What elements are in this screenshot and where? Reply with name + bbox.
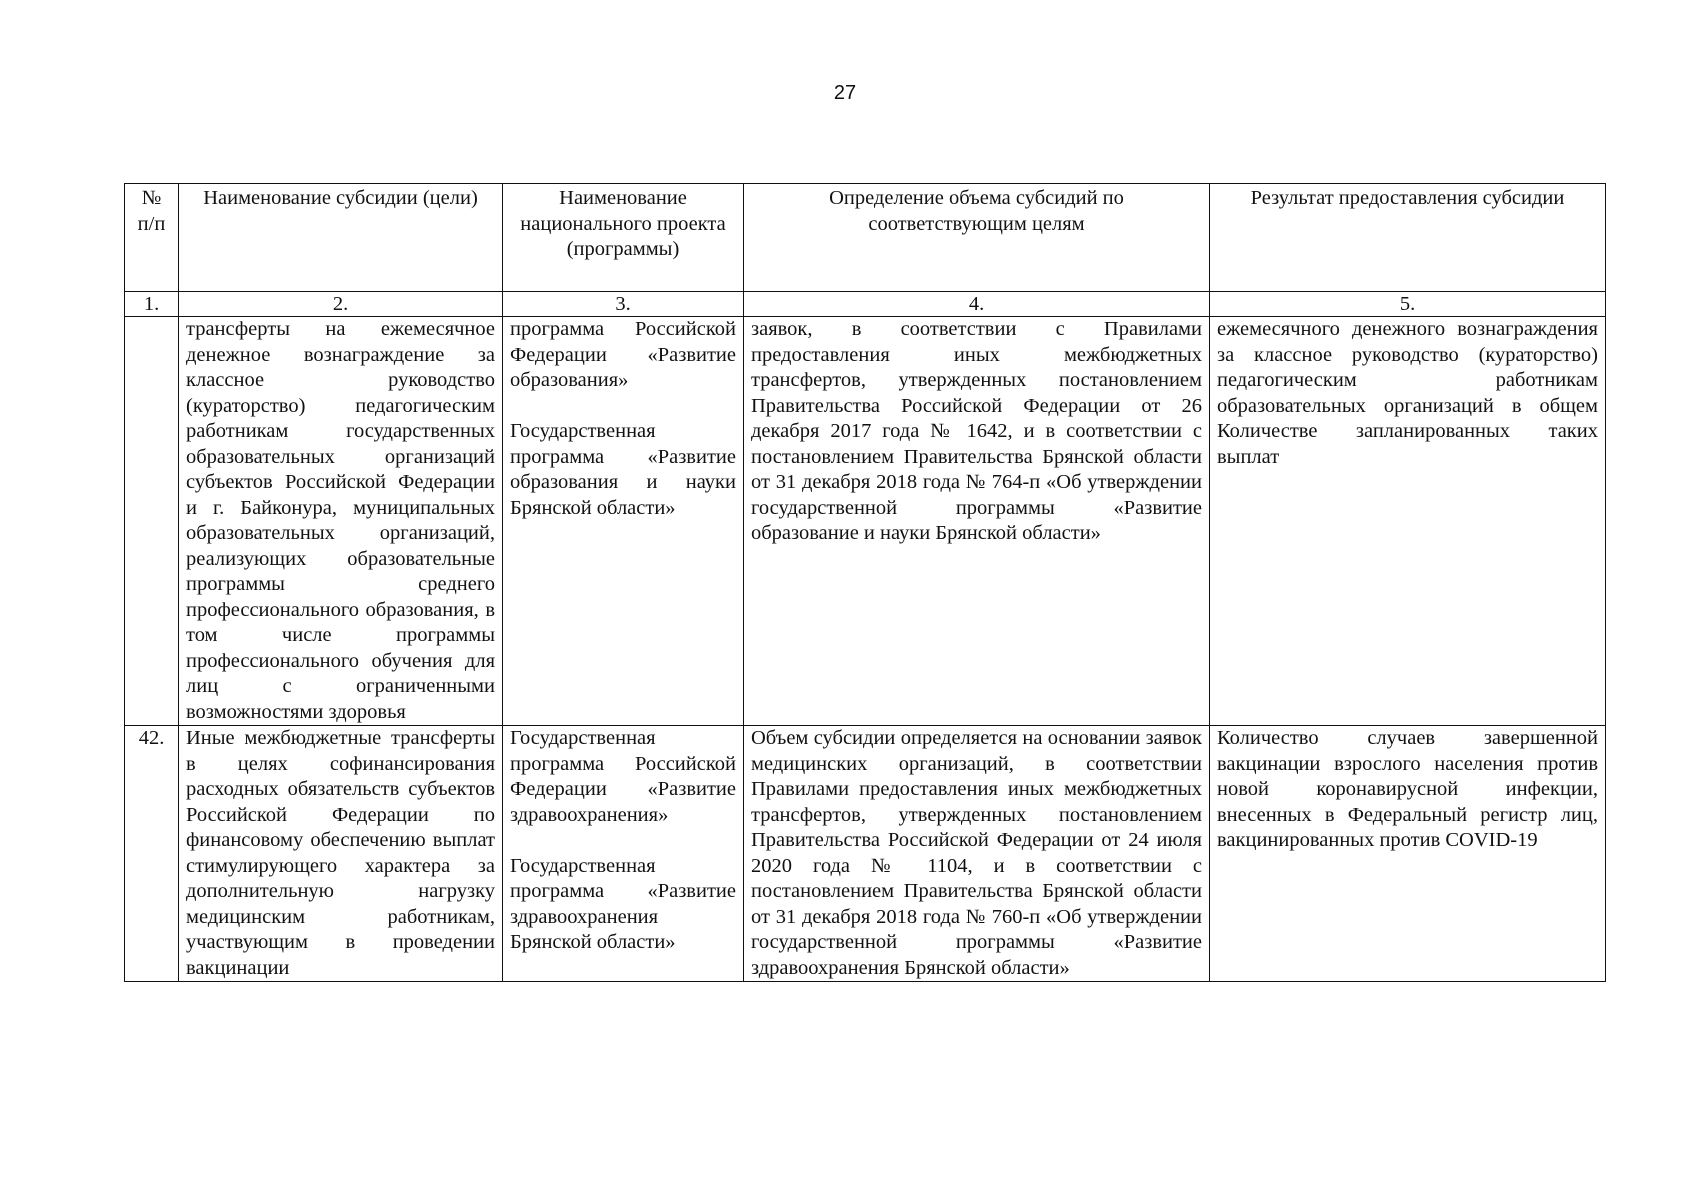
program-federal: программа Российской Федерации «Развитие образования» (510, 318, 736, 391)
header-result: Результат предоставления субсидии (1210, 184, 1606, 292)
subsidy-result: ежемесячного денежного вознаграждения за классное руководство (кураторство) педагогическим работникам образовательных организаций в общем Количестве запланированных таких выплат (1210, 317, 1606, 726)
column-number: 3. (503, 292, 744, 317)
header-subsidy-name: Наименование субсидии (цели) (179, 184, 503, 292)
subsidy-name: трансферты на ежемесячное денежное вознаграждение за классное руководство (кураторство) педагогическим работникам государственных образовательных организаций субъектов Российской Федерации и г. Байконура, муниципальных образовательных организаций, реализующих образовательные программы среднего профессионального образования, в том числе программы профессионального обучения для лиц с ограниченными возможностями здоровья (179, 317, 503, 726)
column-number-row (125, 292, 1606, 317)
header-volume-definition: Определение объема субсидий по соответствующим целям (744, 184, 1210, 292)
row-number (125, 317, 179, 726)
volume-definition: заявок, в соответствии с Правилами предоставления иных межбюджетных трансфертов, утвержденных постановлением Правительства Российской Федерации от 26 декабря 2017 года № 1642, и в соответствии с постановлением Правительства Брянской области от 31 декабря 2018 года № 764-п «Об утверждении государственной программы «Развитие образование и науки Брянской области» (744, 317, 1210, 726)
header-number: № п/п (125, 184, 179, 292)
column-number: 4. (744, 292, 1210, 317)
row-number: 42. (125, 726, 179, 982)
subsidy-name: Иные межбюджетные трансферты в целях софинансирования расходных обязательств субъектов Российской Федерации по финансовому обеспечению выплат стимулирующего характера за дополнительную нагрузку медицинским работникам, участвующим в проведении вакцинации (179, 726, 503, 982)
column-number: 1. (125, 292, 179, 317)
subsidy-table (124, 183, 1606, 982)
column-number: 5. (1210, 292, 1606, 317)
volume-definition: Объем субсидии определяется на основании заявок медицинских организаций, в соответствии Правилами предоставления иных межбюджетных трансфертов, утвержденных постановлением Правительства Российской Федерации от 24 июля 2020 года № 1104, и в соответствии с постановлением Правительства Брянской области от 31 декабря 2018 года № 760-п «Об утверждении государственной программы «Развитие здравоохранения Брянской области» (744, 726, 1210, 982)
program-regional: Государственная программа «Развитие здравоохранения Брянской области» (510, 854, 736, 953)
subsidy-result: Количество случаев завершенной вакцинации взрослого населения против новой коронавирусной инфекции, внесенных в Федеральный регистр лиц, вакцинированных против COVID-19 (1210, 726, 1606, 982)
table-row (125, 317, 1606, 726)
program-federal: Государственная программа Российской Федерации «Развитие здравоохранения» (510, 727, 736, 826)
program-regional: Государственная программа «Развитие образования и науки Брянской области» (510, 420, 736, 519)
national-project (503, 317, 744, 726)
header-national-project: Наименование национального проекта (программы) (503, 184, 744, 292)
national-project (503, 726, 744, 982)
header-row (125, 184, 1606, 292)
page-number: 27 (833, 82, 857, 104)
table-row (125, 726, 1606, 982)
column-number: 2. (179, 292, 503, 317)
